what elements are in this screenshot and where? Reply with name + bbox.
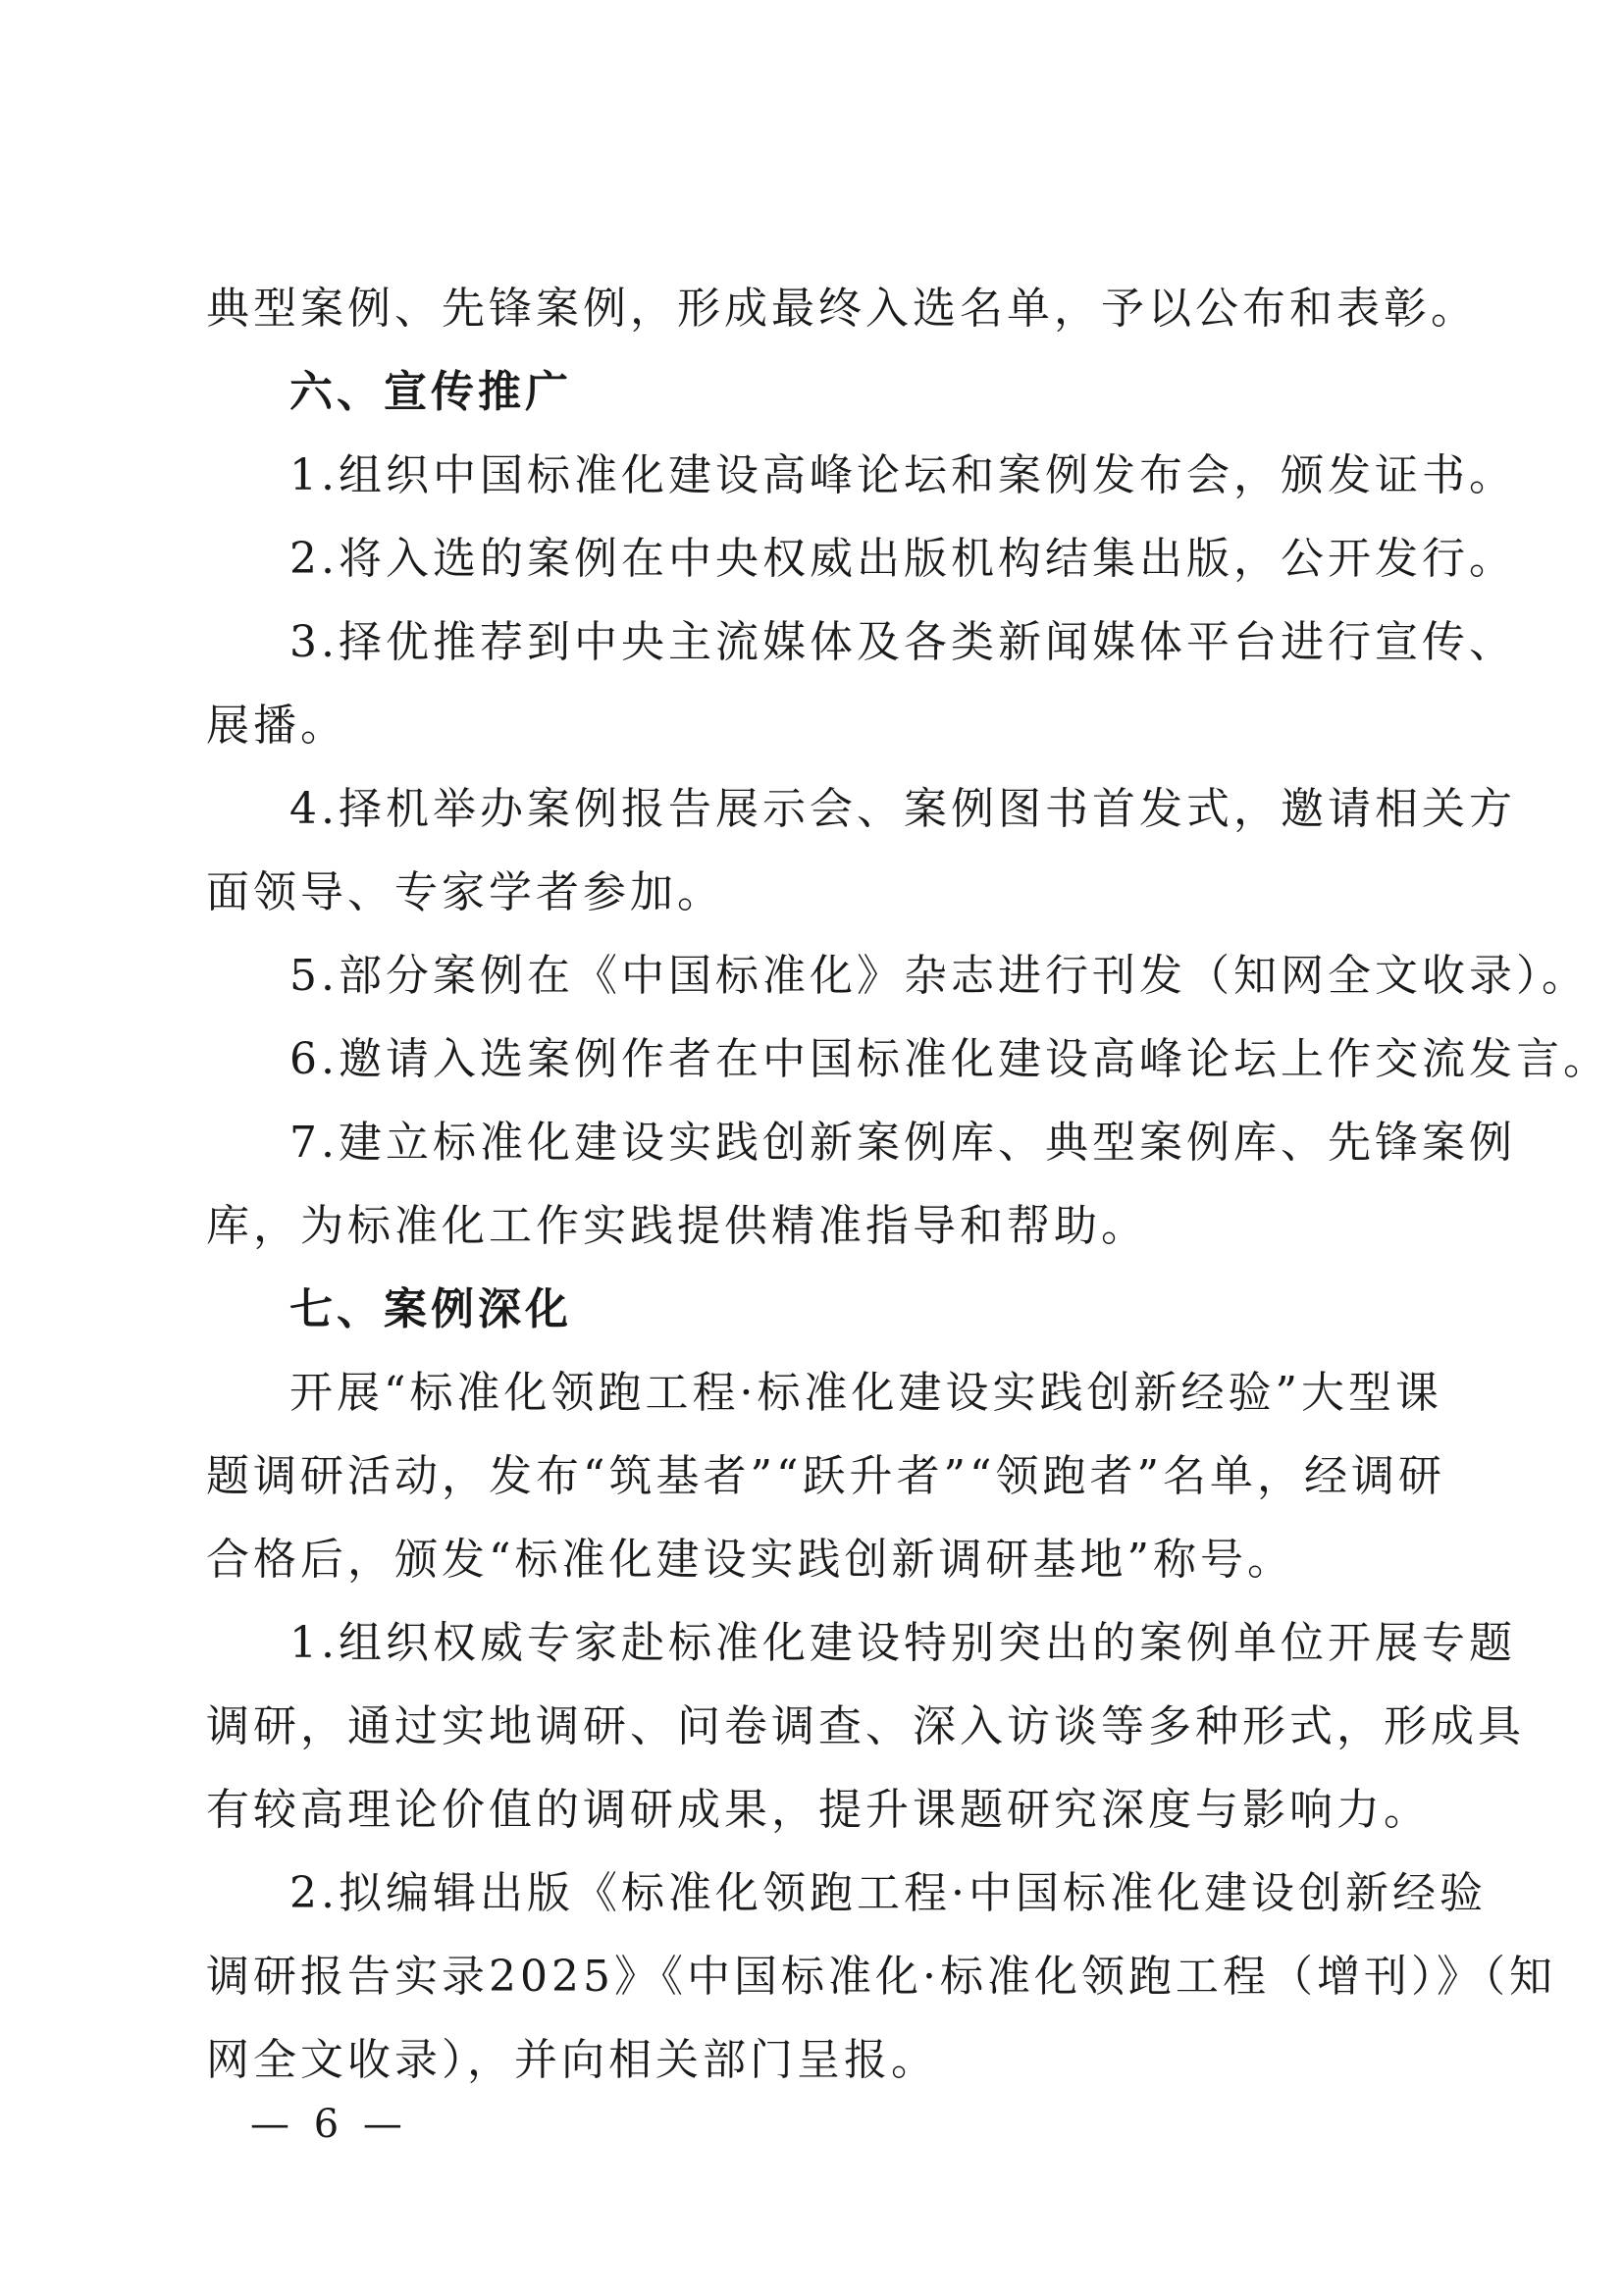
list-item: 7.建立标准化建设实践创新案例库、典型案例库、先锋案例 [289, 1118, 1516, 1168]
body-text-line: 开展“标准化领跑工程·标准化建设实践创新经验”大型课 [289, 1368, 1442, 1418]
list-item: 1.组织中国标准化建设高峰论坛和案例发布会，颁发证书。 [289, 450, 1516, 500]
list-item-continuation: 网全文收录），并向相关部门呈报。 [206, 2035, 938, 2085]
body-text-line: 典型案例、先锋案例，形成最终入选名单，予以公布和表彰。 [206, 284, 1478, 334]
list-item: 2.拟编辑出版《标准化领跑工程·中国标准化建设创新经验 [289, 1868, 1487, 1918]
list-item: 3.择优推荐到中央主流媒体及各类新闻媒体平台进行宣传、 [289, 617, 1516, 667]
list-item-continuation: 面领导、专家学者参加。 [206, 867, 724, 917]
body-text-line: 合格后，颁发“标准化建设实践创新调研基地”称号。 [206, 1535, 1294, 1585]
list-item: 1.组织权威专家赴标准化建设特别突出的案例单位开展专题 [289, 1618, 1516, 1668]
section-heading-publicity: 六、宣传推广 [289, 367, 572, 417]
section-heading-deepening: 七、案例深化 [289, 1284, 572, 1334]
list-item: 2.将入选的案例在中央权威出版机构结集出版，公开发行。 [289, 534, 1516, 584]
list-item-continuation: 有较高理论价值的调研成果，提升课题研究深度与影响力。 [206, 1785, 1431, 1835]
page-number: — 6 — [250, 2102, 408, 2147]
body-text-line: 题调研活动，发布“筑基者”“跃升者”“领跑者”名单，经调研 [206, 1451, 1445, 1501]
list-item-continuation: 库，为标准化工作实践提供精准指导和帮助。 [206, 1201, 1148, 1251]
list-item: 6.邀请入选案例作者在中国标准化建设高峰论坛上作交流发言。 [289, 1034, 1610, 1084]
list-item-continuation: 调研报告实录2025》《中国标准化·标准化领跑工程（增刊）》（知 [206, 1952, 1556, 2002]
list-item-continuation: 调研，通过实地调研、问卷调查、深入访谈等多种形式，形成具 [206, 1701, 1525, 1751]
list-item: 5.部分案例在《中国标准化》杂志进行刊发（知网全文收录）。 [289, 951, 1589, 1001]
list-item-continuation: 展播。 [206, 701, 347, 751]
list-item: 4.择机举办案例报告展示会、案例图书首发式，邀请相关方 [289, 784, 1516, 834]
